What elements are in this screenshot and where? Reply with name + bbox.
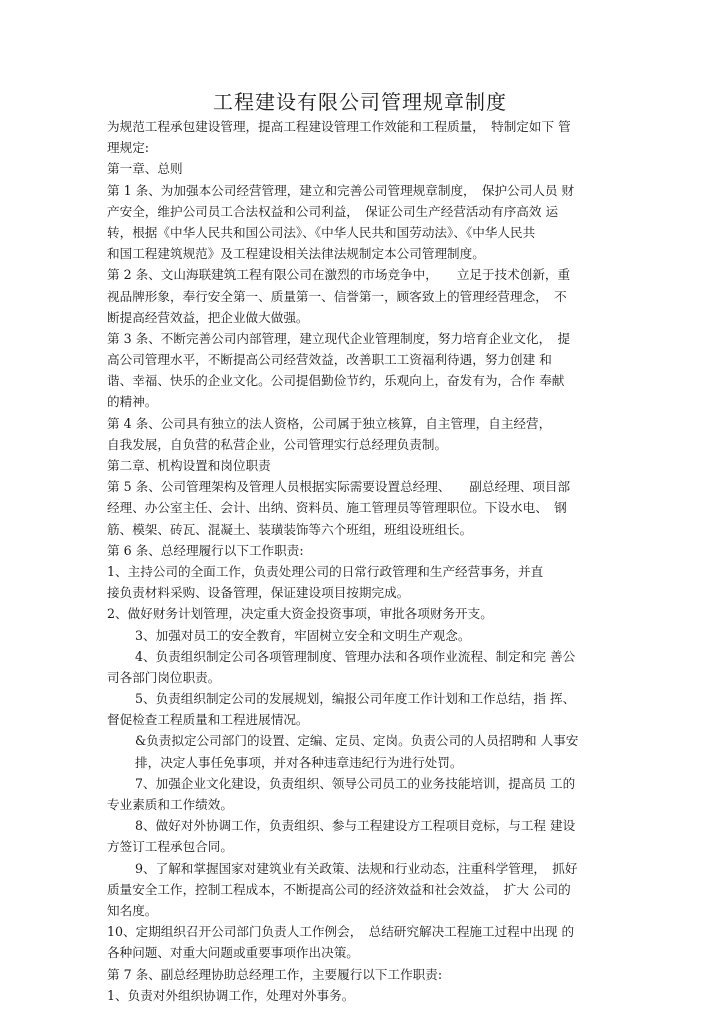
text-line: 专业素质和工作绩效。: [107, 797, 233, 812]
chapter-heading: 第二章、机构设置和岗位职责: [107, 458, 271, 473]
text-line: 各种问题、对重大问题或重要事项作出决策。: [107, 945, 359, 961]
text-line: 司各部门岗位职责。: [107, 669, 221, 685]
text-line: 自我发展，自负营的私营企业，公司管理实行总经理负责制。: [107, 436, 448, 452]
text-line: 理规定:: [107, 140, 150, 156]
text-line: 第 1 条、为加强本公司经营管理，建立和完善公司管理规章制度， 保护公司人员 财: [107, 182, 575, 198]
text-line: 谐、幸福、快乐的企业文化。公司提倡勤俭节约，乐观向上，奋发有为，合作 奉献: [107, 373, 565, 389]
text-line: 的精神。: [107, 394, 158, 410]
text-line: 和国工程建筑规范》及工程建设相关法律法规制定本公司管理制度。: [107, 246, 485, 262]
text-line: 转，根据《中华人民共和国公司法》、《中华人民共和国劳动法》、《中华人民共: [107, 224, 536, 240]
text-line: 7、加强企业文化建设，负责组织、领导公司员工的业务技能培训，提高员 工的: [135, 775, 576, 791]
text-line: 8、做好对外协调工作，负责组织、参与工程建设方工程项目竞标，与工程 建设: [135, 818, 576, 834]
text-line: 2、做好财务计划管理，决定重大资金投资事项，审批各项财务开支。: [107, 606, 493, 622]
text-line: 4、负责组织制定公司各项管理制度、管理办法和各项作业流程、制定和完 善公: [135, 648, 576, 664]
text-line: 视品牌形象，奉行安全第一、质量第一、信誉第一，顾客致上的管理经营理念， 不: [107, 288, 567, 304]
text-line: 督促检查工程质量和工程进展情况。: [107, 712, 309, 728]
text-line: 第 3 条、不断完善公司内部管理，建立现代企业管理制度，努力培育企业文化， 提: [107, 330, 571, 346]
text-line: 10、定期组织召开公司部门负责人工作例会， 总结研究解决工程施工过程中出现 的: [107, 924, 575, 940]
text-line: 第 4 条、公司具有独立的法人资格，公司属于独立核算，自主管理，自主经营，: [107, 415, 552, 431]
text-line: 第 7 条、副总经理协助总经理工作，主要履行以下工作职责:: [107, 966, 443, 982]
text-line: 1、主持公司的全面工作，负责处理公司的日常行政管理和生产经营事务，并直: [107, 563, 544, 579]
text-line: 第 5 条、公司管理架构及管理人员根据实际需要设置总经理、 副总经理、项目部: [107, 479, 571, 495]
document-title: 工程建设有限公司管理规章制度: [213, 90, 507, 114]
text-line: 第 2 条、文山海联建筑工程有限公司在激烈的市场竞争中， 立足于技术创新，重: [107, 267, 571, 283]
text-line: 经理、办公室主任、会计、出纳、资料员、施工管理员等管理职位。下设水电、 钢: [107, 500, 567, 516]
text-line: 筋、模架、砖瓦、混凝土、装璜装饰等六个班组，班组设班组长。: [107, 521, 473, 537]
text-line: 方签订工程承包合同。: [107, 839, 233, 855]
text-line: 9、了解和掌握国家对建筑业有关政策、法规和行业动态，注重科学管理， 抓好: [135, 860, 578, 876]
text-line: 第 6 条、总经理履行以下工作职责:: [107, 542, 304, 558]
text-line: 知名度。: [107, 902, 158, 918]
document-body: [107, 116, 619, 1006]
text-line: 质量安全工作，控制工程成本，不断提高公司的经济效益和社会效益， 扩大 公司的: [107, 881, 571, 897]
text-line: 5、负责组织制定公司的发展规划，编报公司年度工作计划和工作总结，指 挥、: [135, 691, 576, 707]
text-line: 高公司管理水平，不断提高公司经营效益，改善职工工资福利待遇，努力创建 和: [107, 352, 552, 368]
text-line: 产安全，维护公司员工合法权益和公司利益， 保证公司生产经营活动有序高效 运: [107, 203, 559, 219]
text-line: 1、负责对外组织协调工作，处理对外事务。: [107, 987, 355, 1003]
text-line: 断提高经营效益，把企业做大做强。: [107, 309, 309, 325]
text-line: 为规范工程承包建设管理，提高工程建设管理工作效能和工程质量， 特制定如下 管: [107, 119, 571, 134]
text-line: 排，决定人事任免事项，并对各种违章违纪行为进行处罚。: [135, 754, 463, 770]
text-line: &负责拟定公司部门的设置、定编、定员、定岗。负责公司的人员招聘和 人事安: [135, 733, 579, 749]
text-line: 3、加强对员工的安全教育，牢固树立安全和文明生产观念。: [135, 627, 471, 643]
chapter-heading: 第一章、总则: [107, 161, 183, 177]
text-line: 接负责材料采购、设备管理，保证建设项目按期完成。: [107, 585, 410, 601]
